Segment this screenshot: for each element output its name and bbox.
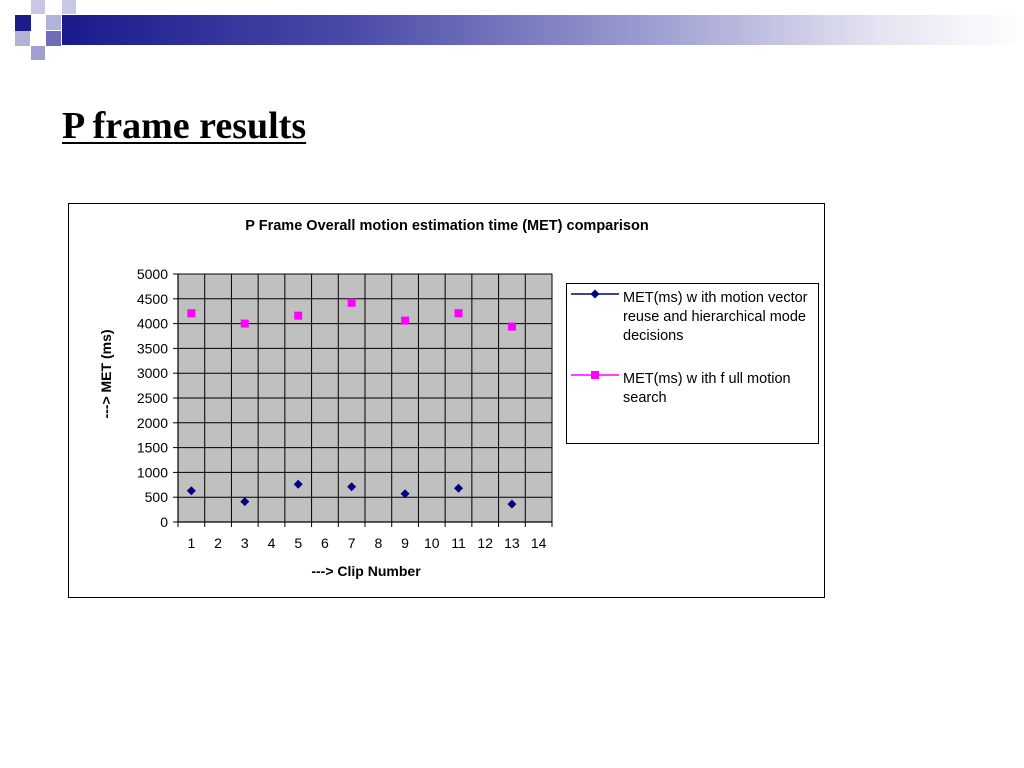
y-tick-label: 3000 [136,365,168,382]
x-tick-label: 14 [530,535,547,551]
legend-label-series-b: MET(ms) w ith f ull motion search [623,371,791,406]
data-point-series-b [241,320,249,328]
x-tick-label: 10 [423,535,440,551]
y-tick-label: 0 [160,514,168,530]
x-tick-label: 4 [267,535,276,551]
y-tick-label: 500 [144,489,168,506]
header-band [62,15,1024,45]
y-tick-label: 1000 [136,464,168,481]
x-tick-label: 1 [187,535,196,551]
x-tick-label: 9 [401,535,409,551]
y-axis-label: ---> MET (ms) [98,329,114,419]
x-tick-label: 13 [504,535,520,551]
corner-square-mid [46,31,61,46]
x-tick-label: 7 [347,535,356,551]
chart-title: P Frame Overall motion estimation time (MET) comparison [245,218,649,234]
x-tick-label: 6 [321,535,329,551]
x-axis-label: ---> Clip Number [311,563,421,579]
y-tick-label: 3500 [136,340,168,357]
x-tick-label: 3 [240,535,249,551]
data-point-series-b [294,312,302,320]
slide-title: P frame results [62,105,307,147]
data-point-series-b [348,299,356,307]
x-tick-label: 12 [477,535,494,551]
legend-label-series-a: MET(ms) w ith motion vector reuse and hierarchical mode decisions [623,290,808,344]
y-tick-label: 2000 [136,414,168,431]
chart-container [68,203,825,598]
data-point-series-b [508,323,516,331]
corner-square-light [15,31,30,46]
data-point-series-b [187,309,195,317]
x-tick-label: 2 [214,535,222,551]
y-tick-label: 5000 [136,266,168,282]
corner-square-light [31,46,45,60]
x-tick-label: 5 [294,535,303,551]
corner-square-light [62,0,76,14]
data-point-series-b [401,317,409,325]
y-tick-label: 4500 [136,290,168,307]
corner-square-light [31,0,45,14]
x-tick-label: 8 [374,535,383,551]
x-tick-label: 11 [451,535,466,551]
chart-legend [566,283,819,444]
legend-marker-square [571,370,619,380]
y-tick-label: 4000 [136,315,168,332]
y-tick-label: 2500 [136,390,168,406]
y-tick-label: 1500 [136,439,168,456]
corner-square-dark [15,15,31,31]
legend-marker-diamond [571,289,619,299]
data-point-series-b [455,309,463,317]
corner-square-light [46,15,61,30]
